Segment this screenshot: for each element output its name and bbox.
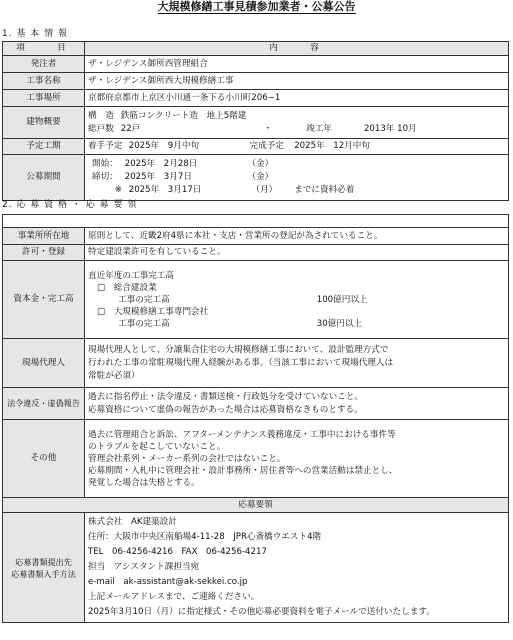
- note-value: 2025年 3月17日: [128, 185, 202, 195]
- submit-label: [3, 513, 85, 623]
- capital-amount-general: 100億円以上: [316, 294, 368, 305]
- violation-row: [3, 388, 509, 420]
- capital-line: □ 大規模修繕工事専門会社: [97, 306, 209, 317]
- schedule-row: [3, 139, 509, 155]
- location-label: 工事場所: [3, 90, 85, 107]
- company-address: 住所：大阪市中央区南船場4-11-28 JPR心斎橋ウエスト4階: [88, 532, 322, 542]
- license-label: 許可・登録: [3, 245, 85, 261]
- capital-value: [85, 261, 509, 339]
- capital-row: [3, 261, 509, 339]
- section1-heading: 1. 基 本 情 報: [2, 29, 69, 39]
- other-line: 管理会社系列・メーカー系列の会社ではないこと。: [88, 453, 286, 464]
- units-label: 総戸数: [88, 123, 114, 134]
- period-value: [85, 155, 509, 201]
- orderer-row: [3, 56, 509, 73]
- close-label: 締切：: [92, 172, 118, 182]
- capital-line: 工事の完工高: [118, 318, 170, 329]
- violation-line: 過去に指名停止・法令違反・書類送検・行政処分を受けていないこと。: [88, 391, 364, 402]
- agent-line: 行われた工事の常駐現場代理人経験がある事。（当該工事において現場代理人は: [88, 357, 394, 368]
- other-label: その他: [3, 420, 85, 498]
- title-text: 大規模修繕工事見積参加業者・公募公告: [157, 0, 356, 13]
- open-value: 2025年 2月28日: [124, 159, 198, 169]
- capital-line: □ 総合建設業: [97, 282, 157, 293]
- section2-heading: 2. 応 募 資 格 ・ 応 募 要 領: [2, 200, 138, 210]
- agent-value: [85, 339, 509, 388]
- guide-header-row: [3, 498, 509, 513]
- schedule-label: 予定工期: [3, 139, 85, 155]
- other-row: [3, 420, 509, 498]
- building-label: 建物概要: [3, 107, 85, 139]
- open-day: （金）: [247, 159, 274, 169]
- work-name-value: ザ・レジデンス御所西大規模修繕工事: [85, 73, 509, 90]
- location-value: 京都府京都市上京区小川通一条下る小川町206−1: [85, 90, 509, 107]
- license-row: [3, 245, 509, 261]
- location-row: [3, 90, 509, 107]
- completion-value: 2013年 10月: [363, 123, 417, 134]
- violation-label: 法令違反・虚偽報告: [3, 388, 85, 420]
- submit-deadline: 2025年3月10日（月）に指定様式・その他応募必要資料を電子メールで送付いたします。: [88, 607, 435, 617]
- violation-value: [85, 388, 509, 420]
- work-name-row: [3, 73, 509, 90]
- completion-label: 竣工年: [306, 123, 332, 134]
- note-day: （月）: [251, 185, 278, 195]
- capital-amount-specialist: 30億円以上: [316, 318, 363, 329]
- basic-info-header-row: [3, 42, 509, 56]
- company-email: e-mail ak-assistant@ak-sekkei.co.jp: [88, 577, 248, 587]
- page-title: [0, 0, 513, 14]
- open-label: 開始：: [92, 159, 118, 169]
- capital-label: 資本金・完工高: [3, 261, 85, 339]
- company-phone-fax: TEL 06-4256-4216 FAX 06-4256-4217: [88, 547, 267, 557]
- submit-instruction: 上記メールアドレスまで、ご連絡ください。: [88, 592, 260, 602]
- orderer-label: 発注者: [3, 56, 85, 73]
- other-line: のトラブルを起こしていないこと。: [88, 441, 226, 452]
- agent-line: 常駐が必須）: [88, 370, 140, 381]
- company-name: 株式会社 AK建築設計: [88, 517, 177, 527]
- submit-row: [3, 513, 509, 623]
- building-value: [85, 107, 509, 139]
- submit-value: [85, 513, 509, 623]
- office-row: [3, 228, 509, 245]
- orderer-value: ザ・レジデンス御所西管理組合: [85, 56, 509, 73]
- note-text: までに資料必着: [294, 185, 355, 195]
- other-line: 応募期間・入札中に管理会社・設計事務所・居住者等への営業活動は禁止とし、: [88, 465, 398, 476]
- schedule-value: [85, 139, 509, 155]
- capital-line: 工事の完工高: [118, 294, 170, 305]
- guide-header: 応募要領: [3, 498, 509, 513]
- submit-label-line1: 応募書類提出先: [15, 556, 72, 567]
- units-value: 22戸: [120, 123, 141, 134]
- office-value: 原則として、近畿2府4県に本社・支店・営業所の登記が為されていること。: [85, 228, 509, 245]
- basic-info-table: [2, 41, 509, 201]
- requirements-table: [2, 214, 509, 623]
- col-item-header: 項 目: [3, 42, 85, 56]
- agent-label: 現場代理人: [3, 339, 85, 388]
- submit-label-line2: 応募書類入手方法: [11, 568, 76, 579]
- agent-row: [3, 339, 509, 388]
- building-row: [3, 107, 509, 139]
- close-day: （金）: [247, 172, 274, 182]
- start-value: 2025年 9月中旬: [128, 141, 200, 151]
- capital-line: 直近年度の工事完工高: [88, 270, 174, 281]
- license-value: 特定建設業許可を有していること。: [85, 245, 509, 261]
- office-label: 事業所所在地: [3, 228, 85, 245]
- company-contact: 担当 アシスタント課担当宛: [88, 562, 200, 572]
- col-content-header: 内 容: [85, 42, 509, 56]
- work-name-label: 工事名称: [3, 73, 85, 90]
- other-value: [85, 420, 509, 498]
- separator-dot: ・: [263, 123, 273, 134]
- note-mark: ※: [114, 185, 122, 195]
- spacer-row: [3, 215, 509, 228]
- structure-label: 構 造: [88, 110, 114, 121]
- end-label: 完成予定: [249, 141, 284, 151]
- other-line: 過去に管理組合と訴訟、アフターメンテナンス義務違反・工事中における事件等: [88, 429, 396, 440]
- other-line: 発覚した場合は失格とする。: [88, 477, 200, 488]
- violation-line: 応募資格について虚偽の報告があった場合は応募資格なきものとする。: [88, 404, 363, 415]
- end-value: 2025年 12月中旬: [294, 141, 370, 151]
- close-value: 2025年 3月7日: [124, 172, 192, 182]
- start-label: 着手予定: [88, 141, 123, 151]
- period-label: 公募期間: [3, 155, 85, 201]
- period-row: [3, 155, 509, 201]
- structure-value: 鉄筋コンクリート造 地上5階建: [120, 110, 247, 121]
- agent-line: 現場代理人として、分譲集合住宅の大規模修繕工事において、設計監理方式で: [88, 344, 389, 355]
